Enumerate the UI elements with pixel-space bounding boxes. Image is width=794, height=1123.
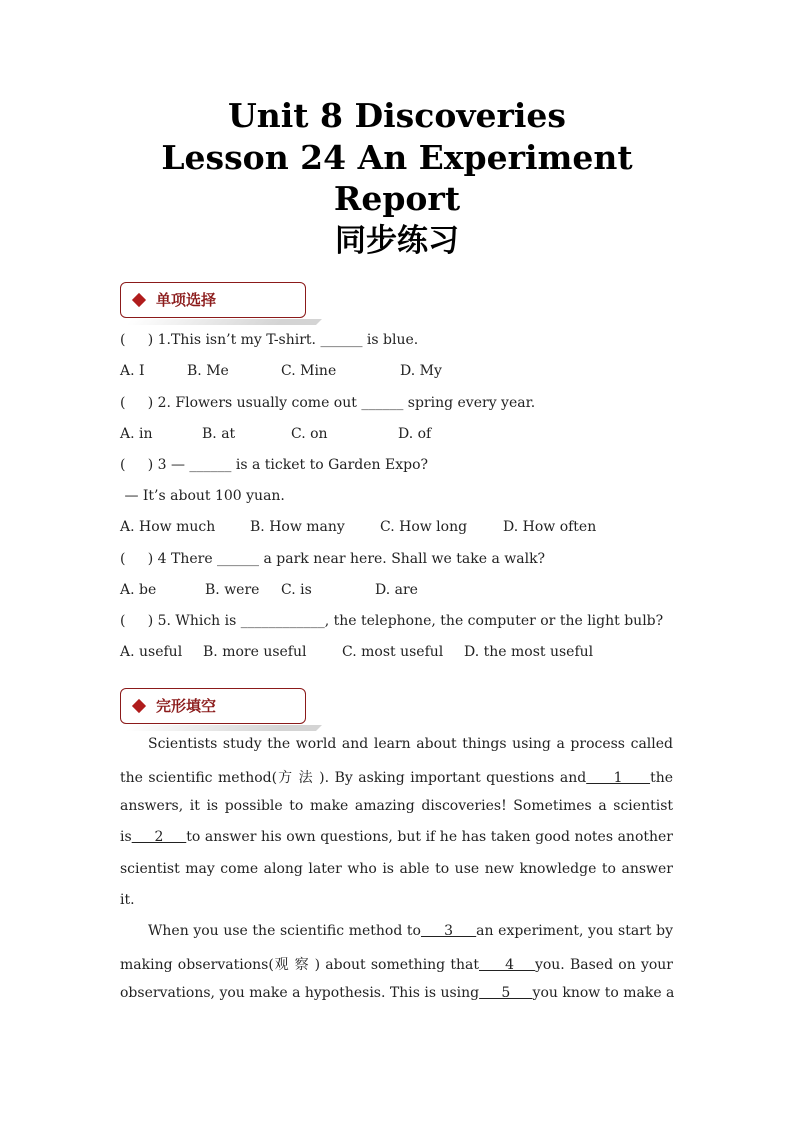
- question-3-stem-answer: — It’s about 100 yuan.: [120, 488, 285, 504]
- option-a: A. be: [120, 582, 157, 598]
- title-unit: Unit 8 Discoveries: [228, 96, 566, 135]
- question-3-options: [120, 517, 680, 537]
- option-b: B. at: [202, 426, 236, 442]
- cloze-blank-2: 2: [131, 829, 187, 845]
- title-chinese: 同步练习: [335, 223, 459, 259]
- option-b: B. were: [205, 582, 260, 598]
- cloze-line-2: [120, 767, 673, 787]
- question-2-stem: ( ) 2. Flowers usually come out ______ spring every year.: [120, 395, 536, 411]
- cloze-blank-1: 1: [586, 770, 651, 786]
- section-label: 完形填空: [156, 697, 217, 715]
- option-d: D. My: [400, 363, 442, 379]
- option-d: D. are: [375, 582, 418, 598]
- cloze-text: is: [120, 829, 132, 845]
- question-3-stem: ( ) 3 — ______ is a ticket to Garden Expo?: [120, 457, 429, 473]
- option-c: C. most useful: [342, 644, 444, 660]
- tag-shadow: [126, 725, 322, 731]
- option-c: C. Mine: [281, 363, 337, 379]
- cloze-text: an experiment, you start by: [476, 923, 673, 939]
- cloze-line-3: answers, it is possible to make amazing discoveries! Sometimes a scientist: [120, 798, 673, 814]
- option-d: D. How often: [503, 519, 597, 535]
- cloze-text: to answer his own questions, but if he has taken good notes another: [186, 829, 673, 845]
- question-2-options: [120, 424, 680, 444]
- tag-shadow: [126, 319, 322, 325]
- cloze-line-7: [148, 923, 673, 939]
- cloze-text: the scientific method(方 法 ). By asking important questions and: [120, 770, 587, 786]
- question-1-stem: ( ) 1.This isn’t my T-shirt. ______ is blue.: [120, 332, 419, 348]
- cloze-line-9: [120, 985, 673, 1001]
- question-4-stem: ( ) 4 There ______ a park near here. Shall we take a walk?: [120, 551, 546, 567]
- cloze-line-6: it.: [120, 892, 135, 908]
- section-header-cloze: [120, 688, 306, 724]
- option-a: A. How much: [120, 519, 216, 535]
- cloze-text: making observations(观 察 ) about something that: [120, 957, 479, 973]
- question-5-options: [120, 642, 680, 662]
- question-4-options: [120, 580, 680, 600]
- cloze-text: observations, you make a hypothesis. This is using: [120, 985, 480, 1001]
- question-1-options: [120, 361, 680, 381]
- option-b: B. Me: [187, 363, 229, 379]
- cloze-text: you know to make a: [532, 985, 675, 1001]
- option-d: D. the most useful: [464, 644, 594, 660]
- option-a: A. in: [120, 426, 153, 442]
- cloze-blank-3: 3: [420, 923, 477, 939]
- section-header-multiple-choice: [120, 282, 306, 318]
- cloze-text: the: [650, 770, 673, 786]
- title-report: Report: [333, 179, 461, 218]
- cloze-line-5: scientist may come along later who is able to use new knowledge to answer: [120, 861, 673, 877]
- cloze-blank-5: 5: [479, 985, 533, 1001]
- option-a: A. I: [120, 363, 145, 379]
- option-c: C. on: [291, 426, 328, 442]
- diamond-icon: [132, 293, 146, 307]
- option-a: A. useful: [120, 644, 183, 660]
- cloze-text: When you use the scientific method to: [148, 923, 421, 939]
- title-lesson: Lesson 24 An Experiment: [161, 138, 633, 177]
- diamond-icon: [132, 699, 146, 713]
- section-label: 单项选择: [156, 291, 217, 309]
- cloze-blank-4: 4: [479, 957, 535, 973]
- cloze-line-8: [120, 954, 673, 974]
- option-b: B. more useful: [203, 644, 307, 660]
- cloze-line-1: Scientists study the world and learn about things using a process called: [148, 736, 673, 752]
- cloze-text: you. Based on your: [534, 957, 673, 973]
- question-5-stem: ( ) 5. Which is ____________, the telephone, the computer or the light bulb?: [120, 613, 664, 629]
- option-b: B. How many: [250, 519, 345, 535]
- option-d: D. of: [398, 426, 432, 442]
- option-c: C. is: [281, 582, 312, 598]
- cloze-line-4: [120, 829, 673, 845]
- option-c: C. How long: [380, 519, 468, 535]
